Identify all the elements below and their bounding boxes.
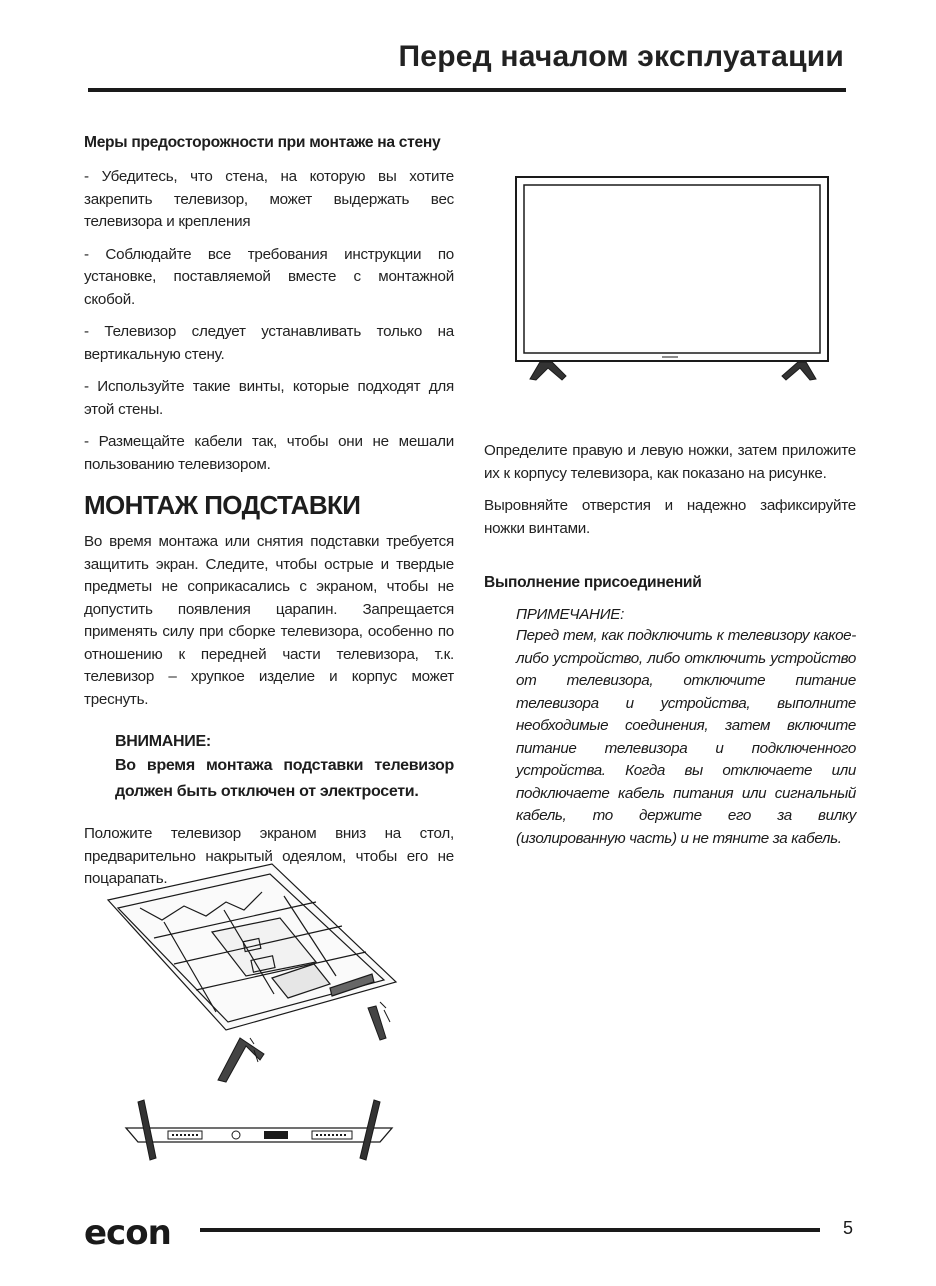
right-leg-icon bbox=[782, 362, 816, 380]
legs-text: Определите правую и левую ножки, затем приложите их к корпусу телевизора, как показано на рисунке. bbox=[484, 442, 856, 482]
tv-bottom-figure bbox=[124, 1098, 394, 1164]
stand-heading: МОНТАЖ ПОДСТАВКИ bbox=[84, 490, 361, 520]
wall-item-1: - Убедитесь, что стена, на которую вы хотите закрепить телевизор, может выдержать вес телевизора и крепления bbox=[84, 168, 454, 230]
right-column bbox=[484, 440, 856, 850]
wall-item-3: - Телевизор следует устанавливать только на вертикальную стену. bbox=[84, 323, 454, 363]
stand-text: Во время монтажа или снятия подставки требуется защитить экран. Следите, чтобы острые и твердые предметы не соприкасались с экраном, чтобы не допустить появления царапин. Запрещается применять силу при сборке телевизора, особенно по отношению к передней части телевизора, т.к. телевизор – хрупкое изделие и корпус может треснуть. bbox=[84, 533, 454, 708]
econ-logo: econ bbox=[84, 1213, 171, 1253]
page-number: 5 bbox=[843, 1218, 854, 1238]
left-column bbox=[84, 134, 454, 901]
wall-item-5: - Размещайте кабели так, чтобы они не мешали пользованию телевизором. bbox=[84, 433, 454, 473]
footer-rule bbox=[200, 1228, 820, 1232]
wall-mount-heading: Меры предосторожности при монтаже на стену bbox=[84, 134, 441, 151]
page-title: Перед началом эксплуатации bbox=[398, 40, 844, 73]
left-leg-attach-icon bbox=[218, 1038, 264, 1082]
warning-title: ВНИМАНИЕ: bbox=[115, 733, 211, 750]
wall-item-2: - Соблюдайте все требования инструкции по установке, поставляемой вместе с монтажной скобой. bbox=[84, 245, 454, 308]
align-text: Выровняйте отверстия и надежно зафиксируйте ножки винтами. bbox=[484, 497, 856, 537]
title-rule bbox=[88, 88, 846, 92]
note-label: ПРИМЕЧАНИЕ: bbox=[516, 606, 625, 623]
left-leg-icon bbox=[530, 362, 566, 380]
right-leg-attach-icon bbox=[368, 1002, 390, 1040]
connect-heading: Выполнение присоединений bbox=[484, 574, 702, 591]
tv-front-figure bbox=[512, 174, 832, 386]
tv-back-figure bbox=[104, 862, 404, 1084]
wall-item-4: - Используйте такие винты, которые подходят для этой стены. bbox=[84, 378, 454, 418]
place-tv-text: Положите телевизор экраном вниз на стол, предварительно накрытый одеялом, чтобы его не поцарапать. bbox=[84, 825, 454, 887]
warning-text: Во время монтажа подставки телевизор должен быть отключен от электросети. bbox=[115, 757, 454, 800]
warning-block bbox=[115, 733, 454, 805]
note-block bbox=[516, 606, 856, 850]
note-text: Перед тем, как подключить к телевизору какое-либо устройство, либо отключить устройство от телевизора, отключите питание телевизора и устройства, выполните необходимые соединения, затем включите питание телевизора и подключенного устройства. Когда вы отключаете или подключаете кабель питания или сигнальный кабель, то держите его за вилку (изолированную часть) и не тяните за кабель. bbox=[516, 627, 856, 847]
